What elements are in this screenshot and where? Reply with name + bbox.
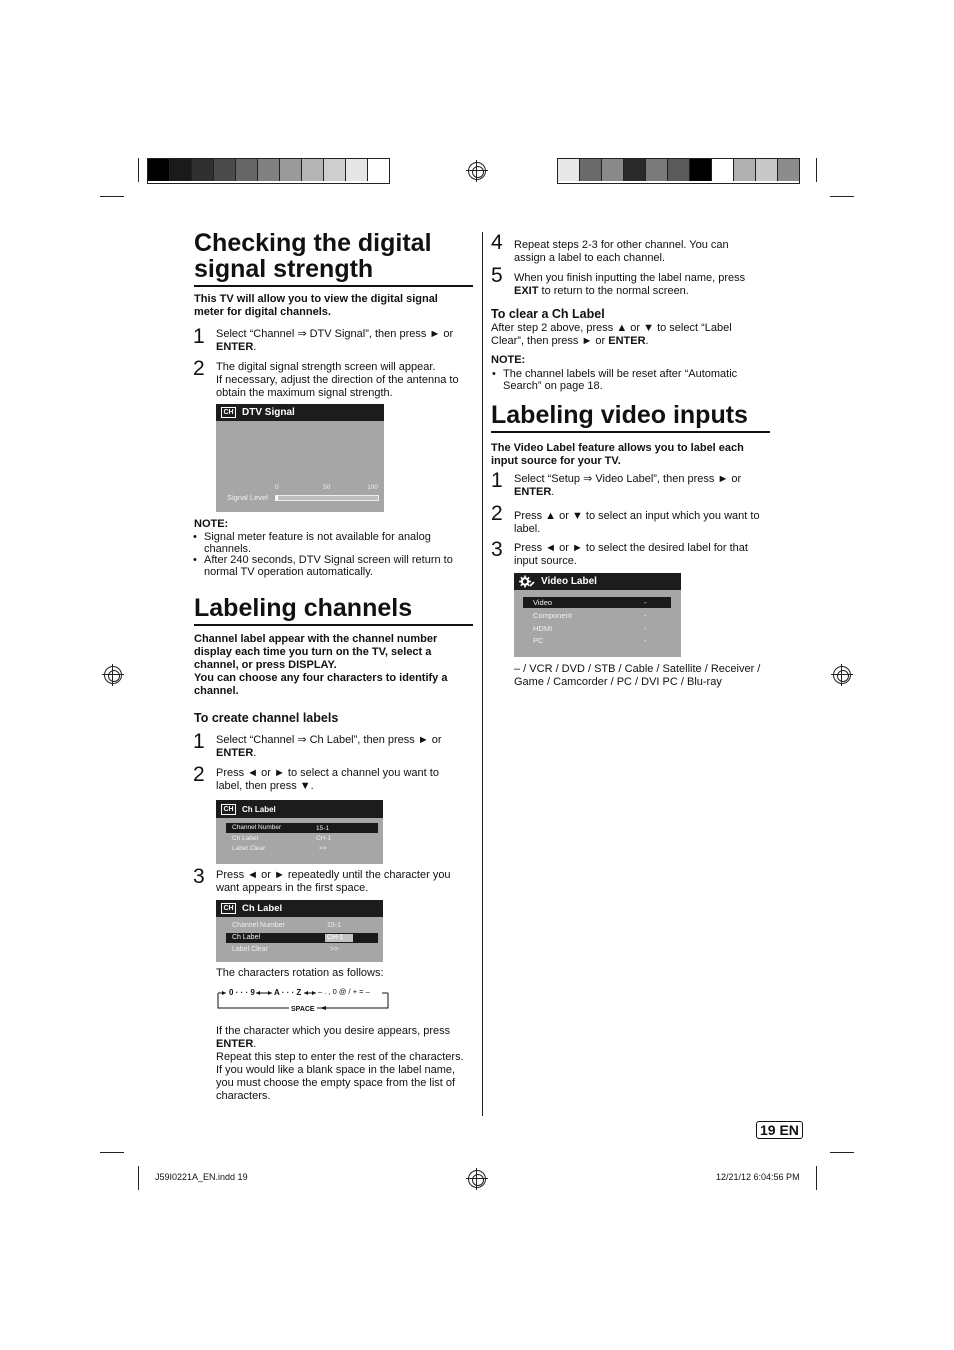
rotation-letters: A · · · Z [274, 988, 302, 997]
video-intro: The Video Label feature allows you to label each input source for your TV. [491, 442, 744, 467]
crop-mark [138, 1166, 139, 1190]
subheading-create: To create channel labels [194, 711, 339, 725]
signal-level-fill [276, 496, 278, 500]
registration-mark-icon [468, 162, 486, 180]
step-number: 1 [193, 730, 205, 753]
tick-0: 0 [275, 484, 279, 491]
channels-step-4: Repeat steps 2-3 for other channel. You can assign a label to each channel. [514, 239, 729, 264]
dtv-signal-screen [216, 404, 384, 512]
channels-step-3: Press ◄ or ► repeatedly until the character you want appears in the first space. [216, 869, 451, 894]
note-heading: NOTE: [194, 518, 229, 530]
screen-title: DTV Signal [242, 407, 295, 418]
color-swatch [214, 159, 236, 181]
row-label: Video [533, 598, 553, 607]
color-swatch [734, 159, 756, 181]
row-label: Ch Label [232, 835, 259, 842]
row-label: Component [533, 611, 572, 620]
signal-level-label: Signal Level [227, 493, 268, 502]
video-step-2: Press ▲ or ▼ to select an input which you want to label. [514, 510, 760, 535]
row-value: - [644, 611, 647, 620]
screen-title: Ch Label [242, 903, 283, 914]
color-swatch [690, 159, 712, 181]
color-swatch [280, 159, 302, 181]
color-swatch [368, 159, 389, 181]
signal-level-meter [275, 495, 379, 501]
crop-mark [816, 158, 817, 182]
channel-icon: CH [221, 903, 236, 914]
row-label: Label Clear [232, 845, 266, 852]
row-label: PC [533, 636, 544, 645]
rotation-text: The characters rotation as follows: [216, 967, 384, 979]
registration-mark-icon [833, 666, 851, 684]
color-swatch [602, 159, 624, 181]
color-swatch [192, 159, 214, 181]
row-value: - [644, 624, 647, 633]
page-number: 19 EN [756, 1121, 803, 1139]
color-swatch [258, 159, 280, 181]
color-swatch [624, 159, 646, 181]
ch-label-screen-1 [216, 800, 383, 864]
screen-header [216, 800, 383, 818]
step-number: 4 [491, 231, 503, 254]
color-swatch [346, 159, 368, 181]
channels-step-1: Select “Channel ⇒ Ch Label”, then press ► or ENTER. [216, 734, 442, 759]
channels-intro: Channel label appear with the channel number display each time you turn on the TV, select a channel, or press DISPLAY. You can choose any four characters to identify a channel. [194, 633, 448, 697]
crop-mark [138, 158, 139, 182]
screen-header [216, 900, 383, 917]
rotation-digits: 0 · · · 9 [229, 988, 255, 997]
color-bar-left [147, 158, 390, 184]
color-swatch [580, 159, 602, 181]
note-item: • The channel labels will be reset after “Automatic Search” on page 18. [503, 368, 737, 392]
row-value: - [644, 636, 647, 645]
checking-step-1: Select “Channel ⇒ DTV Signal”, then press ► or ENTER. [216, 328, 454, 353]
step-number: 1 [491, 469, 503, 492]
registration-mark-icon [468, 1170, 486, 1188]
color-swatch [148, 159, 170, 181]
step-number: 5 [491, 264, 503, 287]
note-heading: NOTE: [491, 354, 526, 366]
subheading-clear: To clear a Ch Label [491, 307, 605, 321]
crop-mark [100, 1152, 124, 1153]
registration-mark-icon [104, 666, 122, 684]
row-label: Label Clear [232, 946, 268, 953]
row-value: CH-1 [316, 835, 332, 842]
crop-mark [100, 196, 124, 197]
tick-100: 100 [367, 484, 378, 491]
color-swatch [646, 159, 668, 181]
channel-icon: CH [221, 407, 236, 418]
step-number: 2 [193, 763, 205, 786]
video-step-1: Select “Setup ⇒ Video Label”, then press ► or ENTER. [514, 473, 742, 498]
channels-step-2: Press ◄ or ► to select a channel you want to label, then press ▼. [216, 767, 439, 792]
note-item: • Signal meter feature is not available for analog channels. [204, 531, 431, 555]
channel-icon: CH [221, 804, 236, 815]
ch-label-screen-2 [216, 900, 383, 962]
section-title-video: Labeling video inputs [491, 402, 770, 433]
row-value: >> [319, 845, 327, 852]
row-value: 15-1 [327, 922, 342, 929]
video-step-3: Press ◄ or ► to select the desired label for that input source. [514, 542, 748, 567]
row-label: Ch Label [232, 934, 261, 941]
character-rotation-diagram [216, 985, 392, 1015]
row-label: HDMI [533, 624, 553, 633]
section-title-channels: Labeling channels [194, 595, 473, 626]
screen-header [216, 404, 384, 421]
color-swatch [712, 159, 734, 181]
tick-50: 50 [323, 484, 331, 491]
crop-mark [816, 1166, 817, 1190]
color-swatch [324, 159, 346, 181]
color-swatch [302, 159, 324, 181]
crop-mark [830, 196, 854, 197]
setup-gear-icon [519, 575, 535, 588]
step-number: 3 [193, 865, 205, 888]
step-number: 1 [193, 325, 205, 348]
timestamp: 12/21/12 6:04:56 PM [716, 1172, 800, 1182]
video-label-options: – / VCR / DVD / STB / Cable / Satellite / Receiver / Game / Camcorder / PC / DVI PC / Blu-ray [514, 663, 761, 688]
channels-after-text: If the character which you desire appears, press ENTER. Repeat this step to enter the rest of the characters. If you would like a blank space in the label name, you must choose the empty space from the list of characters. [216, 1025, 464, 1102]
color-swatch [668, 159, 690, 181]
screen-title: Video Label [541, 576, 597, 587]
color-swatch [236, 159, 258, 181]
clear-instructions: After step 2 above, press ▲ or ▼ to select “Label Clear”, then press ► or ENTER. [491, 322, 732, 347]
row-value: 15-1 [316, 825, 330, 832]
crop-mark [830, 1152, 854, 1153]
color-swatch [756, 159, 778, 181]
row-label: Channel Number [232, 824, 282, 831]
checking-step-2: The digital signal strength screen will appear. If necessary, adjust the direction of the antenna to obtain the maximum signal strength. [216, 361, 459, 399]
step-number: 3 [491, 538, 503, 561]
row-value: - [644, 598, 647, 607]
row-value: CH-1 [327, 934, 344, 941]
screen-title: Ch Label [242, 804, 276, 814]
color-swatch [558, 159, 580, 181]
color-swatch [778, 159, 799, 181]
checking-intro: This TV will allow you to view the digital signal meter for digital channels. [194, 293, 438, 318]
rotation-space: SPACE [291, 1006, 315, 1013]
column-divider [482, 232, 483, 1116]
color-swatch [170, 159, 192, 181]
file-name: J59I0221A_EN.indd 19 [155, 1172, 248, 1182]
section-title-checking: Checking the digital signal strength [194, 230, 473, 287]
note-item: • After 240 seconds, DTV Signal screen will return to normal TV operation automatically. [204, 554, 453, 578]
row-label: Channel Number [232, 922, 285, 929]
screen-header [514, 573, 681, 590]
channels-step-5: When you finish inputting the label name, press EXIT to return to the normal screen. [514, 272, 746, 297]
color-bar-right [557, 158, 800, 184]
rotation-symbols: – . , 0 @ / + = – [318, 987, 370, 996]
step-number: 2 [491, 502, 503, 525]
row-value: >> [330, 946, 339, 953]
step-number: 2 [193, 357, 205, 380]
video-label-screen [514, 573, 681, 657]
